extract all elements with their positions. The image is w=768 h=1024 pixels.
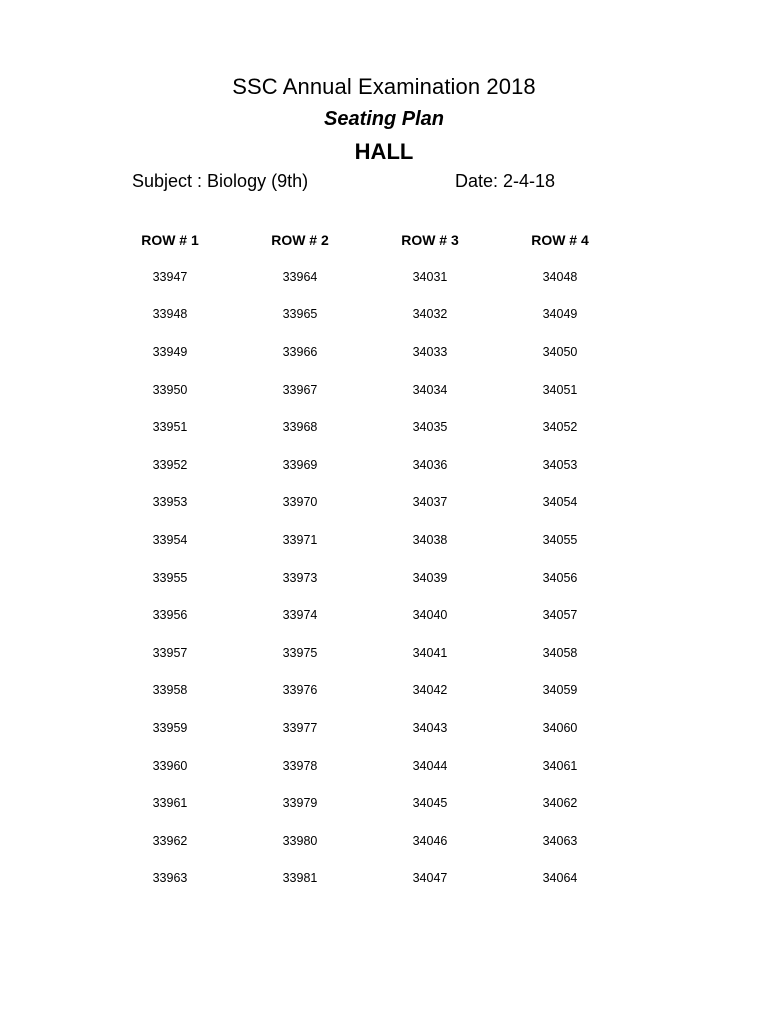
seat-number-cell: 34052 [542,420,578,435]
document-subtitle: Seating Plan [323,108,445,130]
seat-number-cell: 33976 [282,683,318,698]
seat-number-cell: 34059 [542,683,578,698]
table-row [105,446,625,484]
seat-number-cell: 34058 [542,645,578,660]
column-header-row-4: ROW # 4 [531,232,589,248]
seat-number-cell: 33978 [282,758,318,773]
seat-number-cell: 33954 [152,532,188,547]
seat-number-cell: 34036 [412,457,448,472]
seat-number-cell: 33955 [152,570,188,585]
seat-number-cell: 34043 [412,720,448,735]
seat-number-cell: 33957 [152,645,188,660]
seat-number-cell: 34060 [542,720,578,735]
table-row [105,484,625,522]
table-row [105,296,625,334]
table-row [105,860,625,898]
seat-number-cell: 33956 [152,608,188,623]
seat-number-cell: 34063 [542,833,578,848]
seat-number-cell: 34050 [542,344,578,359]
table-row [105,333,625,371]
table-row [105,408,625,446]
seat-number-cell: 34041 [412,645,448,660]
seat-number-cell: 33970 [282,495,318,510]
seat-number-cell: 33961 [152,796,188,811]
table-row [105,784,625,822]
seat-number-cell: 33950 [152,382,188,397]
seat-number-cell: 34037 [412,495,448,510]
seat-number-cell: 34053 [542,457,578,472]
seat-number-cell: 33953 [152,495,188,510]
subject-label: Subject : Biology (9th) [132,171,309,191]
seat-number-cell: 33979 [282,796,318,811]
table-row [105,559,625,597]
seat-number-cell: 34033 [412,344,448,359]
seating-table-body [105,252,625,897]
seat-number-cell: 34032 [412,307,448,322]
seat-number-cell: 34045 [412,796,448,811]
seat-number-cell: 33962 [152,833,188,848]
seat-number-cell: 33951 [152,420,188,435]
table-row [105,672,625,710]
seat-number-cell: 34054 [542,495,578,510]
seat-number-cell: 33973 [282,570,318,585]
seat-number-cell: 34048 [542,269,578,284]
seat-number-cell: 33965 [282,307,318,322]
seat-number-cell: 33966 [282,344,318,359]
column-header-row-2: ROW # 2 [271,232,329,248]
seat-number-cell: 34049 [542,307,578,322]
seat-number-cell: 34056 [542,570,578,585]
seat-number-cell: 33968 [282,420,318,435]
seat-number-cell: 33949 [152,344,188,359]
seat-number-cell: 34064 [542,871,578,886]
seat-number-cell: 33959 [152,720,188,735]
date-label: Date: 2-4-18 [455,171,556,191]
seat-number-cell: 33969 [282,457,318,472]
column-header-row-3: ROW # 3 [401,232,459,248]
document-title: SSC Annual Examination 2018 [232,74,536,99]
seat-number-cell: 33958 [152,683,188,698]
seat-number-cell: 33981 [282,871,318,886]
seat-number-cell: 33974 [282,608,318,623]
seat-number-cell: 33971 [282,532,318,547]
seat-number-cell: 34047 [412,871,448,886]
seat-number-cell: 33960 [152,758,188,773]
seat-number-cell: 33963 [152,871,188,886]
seat-number-cell: 34044 [412,758,448,773]
table-row [105,371,625,409]
table-row [105,521,625,559]
seat-number-cell: 33952 [152,457,188,472]
table-row [105,252,625,296]
seat-number-cell: 34035 [412,420,448,435]
seat-number-cell: 34031 [412,269,448,284]
column-header-row-1: ROW # 1 [141,232,199,248]
seat-number-cell: 33947 [152,269,188,284]
seat-number-cell: 34039 [412,570,448,585]
seat-number-cell: 33980 [282,833,318,848]
table-row [105,822,625,860]
seating-table [105,228,625,897]
seat-number-cell: 34038 [412,532,448,547]
table-row [105,709,625,747]
seat-number-cell: 33948 [152,307,188,322]
table-row [105,747,625,785]
seat-number-cell: 33977 [282,720,318,735]
seat-number-cell: 34040 [412,608,448,623]
seat-number-cell: 34062 [542,796,578,811]
seating-header-row [105,228,625,252]
table-row [105,634,625,672]
seat-number-cell: 34055 [542,532,578,547]
seat-number-cell: 34061 [542,758,578,773]
hall-heading: HALL [354,139,414,164]
seat-number-cell: 34046 [412,833,448,848]
seat-number-cell: 33967 [282,382,318,397]
seat-number-cell: 34051 [542,382,578,397]
seat-number-cell: 33964 [282,269,318,284]
seat-number-cell: 34034 [412,382,448,397]
seat-number-cell: 34042 [412,683,448,698]
seat-number-cell: 33975 [282,645,318,660]
table-row [105,596,625,634]
seat-number-cell: 34057 [542,608,578,623]
